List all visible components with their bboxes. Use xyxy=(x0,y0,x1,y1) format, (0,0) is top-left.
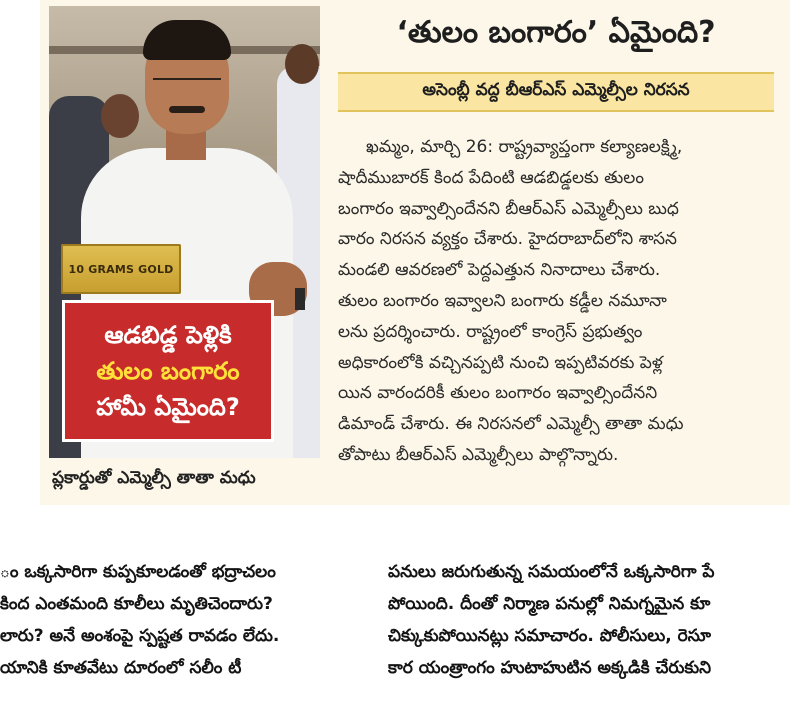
photo-caption: ప్లకార్డుతో ఎమ్మెల్సీ తాతా మధు xyxy=(52,468,256,488)
body-line: తులం బంగారం ఇవ్వాలని బంగారు కడ్డీల నమూనా xyxy=(338,290,667,311)
body-line: ఖమ్మం, మార్చి 26: రాష్ట్రవ్యాప్తంగా కల్యాణలక్ష్మి, xyxy=(366,137,683,157)
placard-line-1: ఆడబిడ్డ పెళ్లికి xyxy=(104,321,232,349)
photo-bystander-left-head xyxy=(101,94,139,138)
body-line: లను ప్రదర్శించారు. రాష్ట్రంలో కాంగ్రెస్ ప్రభుత్వం xyxy=(338,321,643,342)
next-article-line: లారు? అనే అంశంపై స్పష్టత రావడం లేదు. xyxy=(0,626,280,646)
photo-wristwatch xyxy=(295,288,305,310)
photo-mlc-glasses xyxy=(153,78,221,94)
body-line: యిన వారందరికీ తులం బంగారం ఇవ్వాల్సిందేనని xyxy=(338,383,658,404)
next-article-right-column xyxy=(388,556,800,712)
next-article-line: చిక్కుకుపోయినట్లు సమాచారం. పోలీసులు, రెసూ xyxy=(388,626,711,646)
photo-mlc-mustache xyxy=(169,106,205,113)
body-line: అధికారంలోకి వచ్చినప్పటి నుంచి ఇప్పటివరకు పెళ్ల xyxy=(338,352,663,373)
next-article-line: పోయింది. దీంతో నిర్మాణ పనుల్లో నిమగ్నమైన కూ xyxy=(388,594,711,614)
body-line: డిమాండ్ చేశారు. ఈ నిరసనలో ఎమ్మెల్సీ తాతా మధు xyxy=(338,414,684,435)
next-article-line: పనులు జరుగుతున్న సమయంలోనే ఒక్కసారిగా పే xyxy=(388,562,715,582)
protest-placard xyxy=(62,300,274,442)
article-headline: ‘తులం బంగారం’ ఏమైంది? xyxy=(396,15,716,50)
article-subheadline xyxy=(338,72,774,112)
body-line: వారం నిరసన వ్యక్తం చేశారు. హైదరాబాద్‌లోని శాసన xyxy=(338,229,677,250)
photo-mlc-hair xyxy=(143,20,231,60)
next-article-left-column xyxy=(0,556,362,712)
next-article-line: ం ఒక్కసారిగా కుప్పకూలడంతో భద్రాచలం xyxy=(0,562,276,582)
next-article-line: కింద ఎంతమంది కూలీలు మృతిచెందారు? xyxy=(0,594,273,614)
article-body xyxy=(338,132,778,492)
gold-bar-prop xyxy=(61,244,181,294)
body-line: బంగారం ఇవ్వాల్సిందేనని బీఆర్ఎస్ ఎమ్మెల్సీలు బుధ xyxy=(338,198,679,219)
placard-line-2: తులం బంగారం xyxy=(96,357,240,385)
page-gutter xyxy=(0,505,800,552)
next-article-line: యానికి కూతవేటు దూరంలో సలీం టీ xyxy=(0,658,242,678)
body-line: తోపాటు బీఆర్ఎస్ ఎమ్మెల్సీలు పాల్గొన్నారు. xyxy=(338,444,619,465)
body-line: షాదీముబారక్ కింద పేదింటి ఆడబిడ్డలకు తులం xyxy=(338,167,644,188)
body-line: మండలి ఆవరణలో పెద్దఎత్తున నినాదాలు చేశారు. xyxy=(338,260,661,281)
gold-bar-label: 10 GRAMS GOLD xyxy=(68,262,174,276)
photo-bystander-right-head xyxy=(285,44,319,84)
placard-line-3: హామీ ఏమైంది? xyxy=(96,393,240,421)
next-article-line: కార యంత్రాంగం హుటాహుటిన అక్కడికి చేరుకుని xyxy=(388,658,712,678)
subheadline-text: అసెంబ్లీ వద్ద బీఆర్ఎస్ ఎమ్మెల్సీల నిరసన xyxy=(422,80,690,100)
